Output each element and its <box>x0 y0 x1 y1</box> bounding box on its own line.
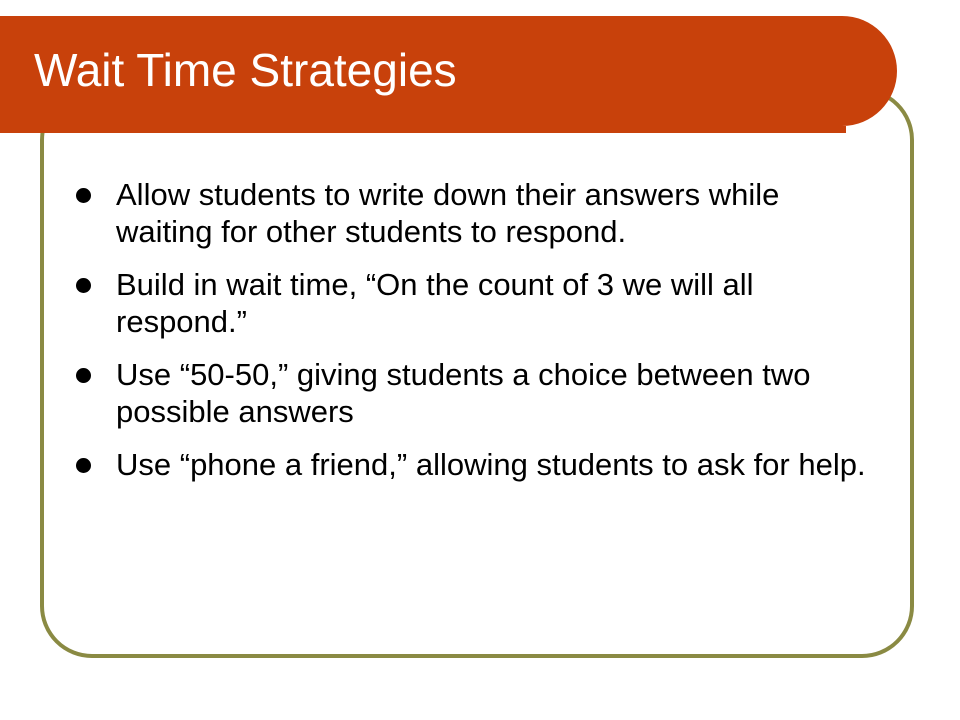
bullet-dot-icon <box>76 278 91 293</box>
title-underline <box>0 126 846 133</box>
bullet-text: Use “50-50,” giving students a choice between two possible answers <box>116 357 811 429</box>
bullet-text: Build in wait time, “On the count of 3 we will all respond.” <box>116 267 754 339</box>
bullet-item <box>76 266 876 340</box>
bullet-text: Allow students to write down their answers while waiting for other students to respond. <box>116 177 780 249</box>
bullet-dot-icon <box>76 368 91 383</box>
bullet-item <box>76 446 876 483</box>
bullet-list <box>76 176 876 499</box>
bullet-item <box>76 356 876 430</box>
bullet-dot-icon <box>76 458 91 473</box>
bullet-dot-icon <box>76 188 91 203</box>
bullet-text: Use “phone a friend,” allowing students to ask for help. <box>116 447 866 482</box>
bullet-item <box>76 176 876 250</box>
slide-title: Wait Time Strategies <box>34 44 457 96</box>
